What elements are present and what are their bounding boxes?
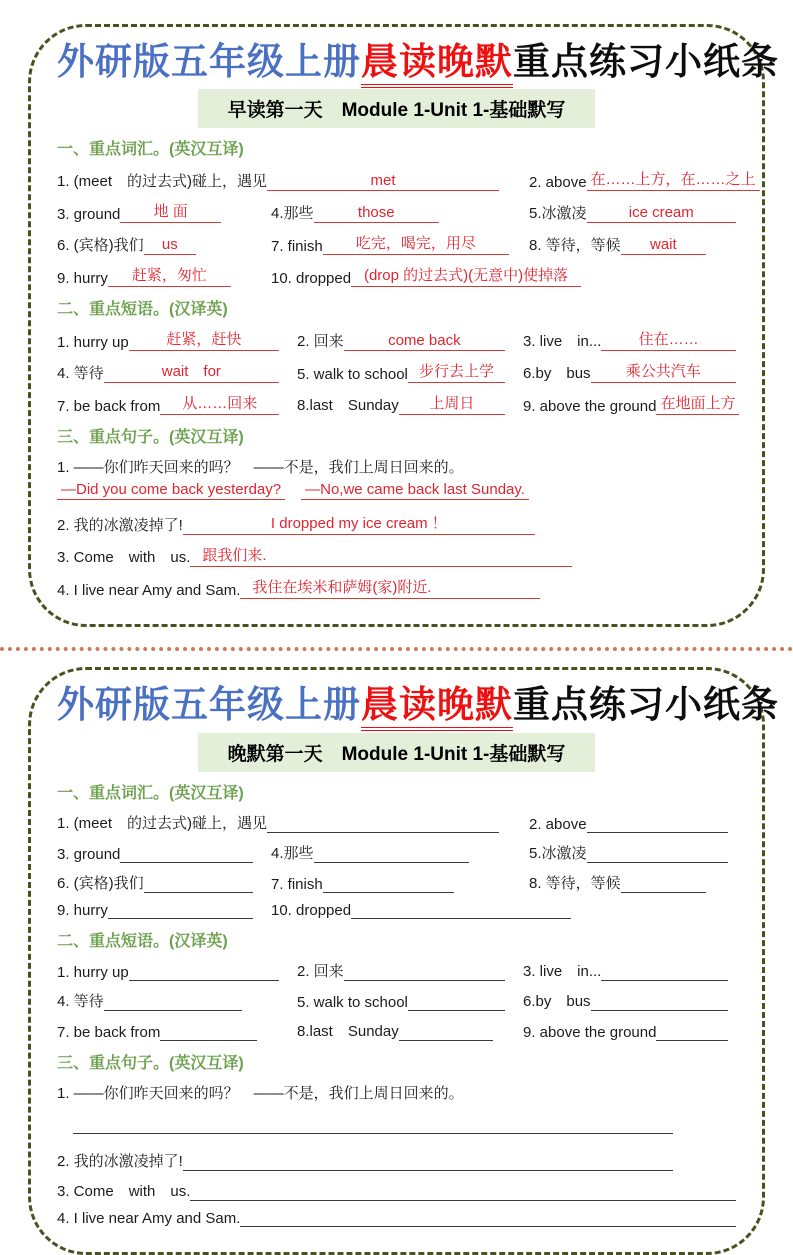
vocab-label: 1. (meet 的过去式)碰上，遇见 bbox=[57, 814, 268, 832]
phrase-item-hurry-up bbox=[57, 328, 297, 351]
vocab-label: 3. ground bbox=[57, 845, 121, 863]
vocab-item-dropped bbox=[271, 902, 571, 919]
phrase-label: 7. be back from bbox=[57, 398, 161, 416]
phrase-answer-blank: 上周日 bbox=[399, 392, 505, 415]
vocab-row bbox=[57, 902, 736, 919]
phrase-label: 3. live in... bbox=[523, 333, 602, 351]
phrase-label: 9. above the ground bbox=[523, 398, 657, 416]
phrase-label: 4. 等待 bbox=[57, 992, 104, 1010]
vocab-row bbox=[57, 232, 736, 255]
sentence-answer-blank bbox=[73, 1117, 673, 1134]
phrase-label: 8.last Sunday bbox=[297, 397, 399, 415]
vocab-label: 6. (宾格)我们 bbox=[57, 874, 144, 892]
phrase-item-come-back bbox=[297, 330, 523, 351]
phrase-item-by-bus bbox=[523, 360, 736, 383]
vocab-label: 5.冰激凌 bbox=[529, 205, 587, 223]
phrase-answer-blank: 住在…… bbox=[601, 328, 736, 351]
vocab-label: 7. finish bbox=[271, 875, 323, 893]
phrase-answer-blank bbox=[591, 994, 728, 1011]
sentence-item-2 bbox=[57, 1150, 736, 1171]
phrase-label: 1. hurry up bbox=[57, 963, 129, 981]
vocab-answer-blank: ice cream bbox=[587, 204, 736, 223]
cut-line-divider bbox=[0, 647, 793, 651]
phrase-label: 6.by bus bbox=[523, 992, 591, 1010]
phrase-answer-blank bbox=[160, 1024, 257, 1041]
sentence-answer-line-1 bbox=[57, 1117, 736, 1134]
phrase-row bbox=[57, 960, 736, 981]
panel-morning-reading bbox=[28, 24, 779, 627]
vocab-row bbox=[57, 872, 736, 893]
sentence-item-3 bbox=[57, 1180, 736, 1201]
phrase-row bbox=[57, 1020, 736, 1041]
sentence-prompt-1: 1. ——你们昨天回来的吗？ ——不是，我们上周日回来的。 bbox=[57, 459, 464, 477]
vocab-item-wait bbox=[529, 234, 736, 255]
sentence-prompt: 4. I live near Amy and Sam. bbox=[57, 1209, 241, 1227]
vocab-answer-blank: 赶紧，匆忙 bbox=[108, 264, 231, 287]
sentence-prompt: 2. 我的冰激凌掉了! bbox=[57, 1152, 183, 1170]
worksheet-title bbox=[57, 682, 779, 727]
vocab-answer-blank: wait bbox=[621, 236, 706, 255]
vocab-item-us bbox=[57, 234, 271, 255]
vocab-answer-blank bbox=[144, 876, 253, 893]
vocab-item-ground bbox=[57, 846, 271, 863]
vocab-label: 6. (宾格)我们 bbox=[57, 237, 144, 255]
sentence-answer-blank bbox=[240, 1210, 736, 1227]
phrase-answer-blank: come back bbox=[344, 332, 505, 351]
vocab-item-meet bbox=[57, 812, 529, 833]
vocab-item-ground bbox=[57, 200, 271, 223]
session-band-evening: 晚默第一天 Module 1-Unit 1-基础默写 bbox=[198, 733, 596, 772]
sentence-item-2 bbox=[57, 512, 736, 535]
phrase-label: 5. walk to school bbox=[297, 366, 408, 384]
phrase-answer-blank bbox=[399, 1024, 493, 1041]
section-heading-vocab: 一、重点词汇。(英汉互译) bbox=[57, 784, 244, 802]
title-suffix-text: 重点练习小纸条 bbox=[513, 39, 779, 83]
sentence-answer-blank: —No,we came back last Sunday. bbox=[301, 481, 529, 500]
vocab-answer-blank bbox=[108, 902, 253, 919]
phrase-label: 7. be back from bbox=[57, 1023, 161, 1041]
worksheet-title bbox=[57, 39, 779, 83]
phrase-item-by-bus bbox=[523, 990, 736, 1011]
vocab-item-icecream bbox=[529, 202, 736, 223]
sentence-answer-blank bbox=[183, 1154, 673, 1171]
vocab-row bbox=[57, 264, 736, 287]
vocab-row bbox=[57, 812, 736, 833]
vocab-answer-blank bbox=[120, 846, 253, 863]
phrase-label: 3. live in... bbox=[523, 962, 602, 980]
phrase-answer-blank: wait for bbox=[104, 360, 279, 383]
phrase-label: 4. 等待 bbox=[57, 365, 104, 383]
phrase-answer-blank bbox=[129, 964, 279, 981]
vocab-row bbox=[57, 842, 736, 863]
vocab-label: 2. above bbox=[529, 815, 587, 833]
vocab-label: 5.冰激凌 bbox=[529, 844, 587, 862]
vocab-label: 10. dropped bbox=[271, 270, 352, 288]
vocab-answer-blank bbox=[323, 876, 454, 893]
phrase-label: 2. 回来 bbox=[297, 962, 344, 980]
phrase-item-hurry-up bbox=[57, 964, 297, 981]
phrase-answer-blank: 从……回来 bbox=[160, 392, 279, 415]
vocab-answer-blank: (drop 的过去式)(无意中)使掉落 bbox=[351, 264, 581, 287]
vocab-answer-blank bbox=[621, 876, 706, 893]
phrase-label: 9. above the ground bbox=[523, 1023, 657, 1041]
section-heading-sentences: 三、重点句子。(英汉互译) bbox=[57, 429, 244, 447]
title-edition-text: 外研版五年级上册 bbox=[57, 39, 361, 83]
vocab-row bbox=[57, 168, 756, 192]
vocab-item-those bbox=[271, 202, 529, 223]
vocab-label: 7. finish bbox=[271, 238, 323, 256]
phrase-row bbox=[57, 392, 736, 415]
sentence-prompt: 4. I live near Amy and Sam. bbox=[57, 582, 241, 600]
vocab-label: 8. 等待，等候 bbox=[529, 237, 621, 255]
sentence-answer-blank: 跟我们来. bbox=[190, 544, 572, 567]
phrase-item-come-back bbox=[297, 960, 523, 981]
phrase-row bbox=[57, 360, 736, 383]
section-heading-phrases: 二、重点短语。(汉译英) bbox=[57, 301, 228, 319]
vocab-label: 10. dropped bbox=[271, 901, 352, 919]
vocab-label: 1. (meet 的过去式)碰上，遇见 bbox=[57, 173, 268, 191]
vocab-answer-blank bbox=[314, 846, 469, 863]
vocab-item-hurry bbox=[57, 264, 271, 287]
vocab-item-meet bbox=[57, 170, 529, 191]
phrase-label: 1. hurry up bbox=[57, 334, 129, 352]
vocab-label: 3. ground bbox=[57, 206, 121, 224]
phrase-item-above-the-ground bbox=[523, 1024, 736, 1041]
phrase-answer-blank bbox=[344, 964, 505, 981]
vocab-answer-blank bbox=[267, 816, 499, 833]
phrase-item-live-in bbox=[523, 960, 736, 981]
phrase-item-be-back-from bbox=[57, 392, 297, 415]
vocab-answer-blank: met bbox=[267, 172, 499, 191]
vocab-item-hurry bbox=[57, 902, 271, 919]
phrase-answer-blank bbox=[656, 1024, 728, 1041]
phrase-item-above-the-ground bbox=[523, 392, 739, 415]
vocab-item-above bbox=[529, 816, 736, 833]
vocab-item-finish bbox=[271, 232, 529, 255]
vocab-item-icecream bbox=[529, 842, 736, 863]
session-band-wrap bbox=[57, 89, 736, 128]
phrase-label: 5. walk to school bbox=[297, 993, 408, 1011]
phrase-answer-blank bbox=[408, 994, 505, 1011]
vocab-item-dropped bbox=[271, 264, 581, 287]
sentence-answer-line-1 bbox=[57, 481, 736, 500]
phrase-item-walk-to-school bbox=[297, 360, 523, 383]
title-suffix-text: 重点练习小纸条 bbox=[513, 682, 779, 727]
phrase-answer-blank: 步行去上学 bbox=[408, 360, 505, 383]
vocab-item-finish bbox=[271, 876, 529, 893]
panel-evening-dictation bbox=[28, 667, 779, 1254]
sentence-answer-blank: I dropped my ice cream ！ bbox=[183, 512, 535, 535]
phrase-answer-blank: 在地面上方 bbox=[656, 392, 739, 415]
session-band-wrap bbox=[57, 733, 736, 772]
phrase-label: 2. 回来 bbox=[297, 333, 344, 351]
vocab-label: 2. above bbox=[529, 174, 587, 192]
phrase-row bbox=[57, 990, 736, 1011]
phrase-item-walk-to-school bbox=[297, 994, 523, 1011]
phrase-label: 6.by bus bbox=[523, 365, 591, 383]
vocab-label: 9. hurry bbox=[57, 270, 108, 288]
vocab-label: 4.那些 bbox=[271, 844, 314, 862]
sentence-prompt: 3. Come with us. bbox=[57, 549, 191, 567]
vocab-answer-blank: 在……上方，在……之上 bbox=[587, 168, 760, 191]
section-heading-sentences: 三、重点句子。(英汉互译) bbox=[57, 1054, 244, 1072]
vocab-label: 8. 等待，等候 bbox=[529, 874, 621, 892]
phrase-answer-blank: 赶紧，赶快 bbox=[129, 328, 279, 351]
phrase-item-last-sunday bbox=[297, 1020, 523, 1041]
sentence-prompt: 3. Come with us. bbox=[57, 1182, 191, 1200]
phrase-answer-blank bbox=[601, 964, 728, 981]
vocab-answer-blank: us bbox=[144, 236, 196, 255]
phrase-label: 8.last Sunday bbox=[297, 1022, 399, 1040]
vocab-item-those bbox=[271, 842, 529, 863]
phrase-row bbox=[57, 328, 736, 351]
title-edition-text: 外研版五年级上册 bbox=[57, 682, 361, 727]
section-heading-phrases: 二、重点短语。(汉译英) bbox=[57, 932, 228, 950]
vocab-item-us bbox=[57, 872, 271, 893]
sentence-answer-blank: —Did you come back yesterday? bbox=[57, 481, 285, 500]
title-highlight-text: 晨读晚默 bbox=[361, 39, 513, 88]
vocab-row bbox=[57, 200, 736, 223]
title-highlight-text: 晨读晚默 bbox=[361, 682, 513, 731]
phrase-answer-blank bbox=[104, 994, 242, 1011]
session-band-morning: 早读第一天 Module 1-Unit 1-基础默写 bbox=[198, 89, 596, 128]
vocab-label: 9. hurry bbox=[57, 901, 108, 919]
section-heading-vocab: 一、重点词汇。(英汉互译) bbox=[57, 141, 244, 159]
sentence-item-4 bbox=[57, 576, 736, 599]
phrase-item-wait-for bbox=[57, 360, 297, 383]
vocab-answer-blank bbox=[587, 816, 728, 833]
vocab-item-wait bbox=[529, 872, 736, 893]
vocab-label: 4.那些 bbox=[271, 205, 314, 223]
vocab-answer-blank: 吃完，喝完，用尽 bbox=[323, 232, 509, 255]
phrase-item-wait-for bbox=[57, 990, 297, 1011]
phrase-answer-blank: 乘公共汽车 bbox=[591, 360, 736, 383]
sentence-prompt-1: 1. ——你们昨天回来的吗？ ——不是，我们上周日回来的。 bbox=[57, 1084, 464, 1102]
vocab-answer-blank: those bbox=[314, 204, 439, 223]
vocab-answer-blank bbox=[351, 902, 571, 919]
phrase-item-last-sunday bbox=[297, 392, 523, 415]
sentence-item-3 bbox=[57, 544, 736, 567]
vocab-item-above bbox=[529, 168, 760, 191]
phrase-item-live-in bbox=[523, 328, 736, 351]
sentence-prompt: 2. 我的冰激凌掉了! bbox=[57, 517, 183, 535]
sentence-item-4 bbox=[57, 1210, 736, 1227]
sentence-answer-blank: 我住在埃米和萨姆(家)附近. bbox=[240, 576, 540, 599]
phrase-item-be-back-from bbox=[57, 1024, 297, 1041]
vocab-answer-blank bbox=[587, 846, 728, 863]
vocab-answer-blank: 地 面 bbox=[120, 200, 221, 223]
sentence-answer-blank bbox=[190, 1184, 736, 1201]
